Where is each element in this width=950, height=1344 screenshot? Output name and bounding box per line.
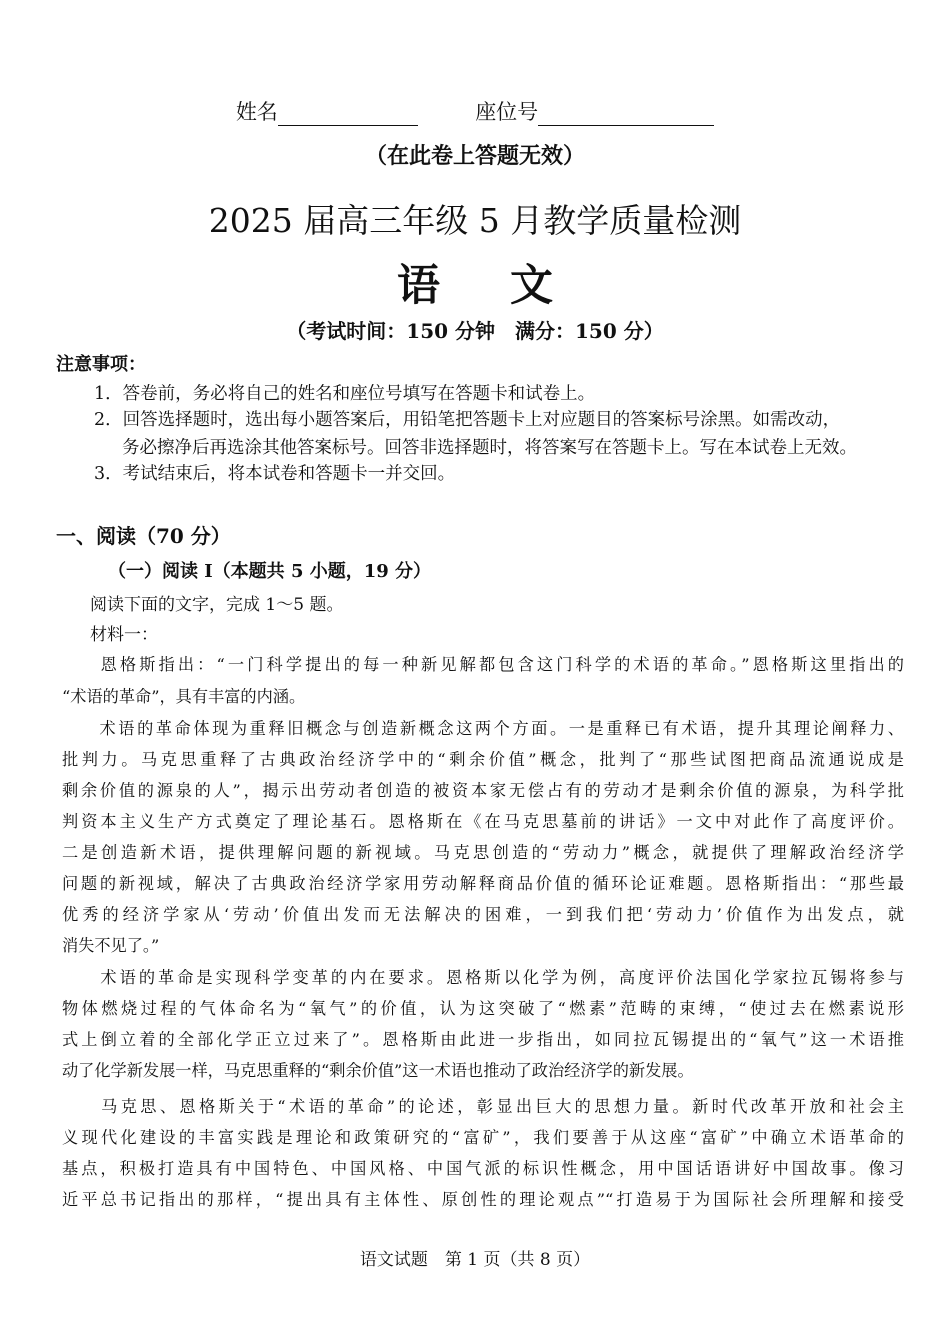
- subsection-title: （一）阅读 I（本题共 5 小题，19 分）: [108, 561, 432, 582]
- body-line: 近平总书记指出的那样，“提出具有主体性、原创性的理论观点”“打造易于为国际社会所理解和接受: [62, 1190, 904, 1209]
- body-line: 问题的新视域，解决了古典政治经济学家用劳动解释商品价值的循环论证难题。恩格斯指出：“那些最: [62, 874, 904, 893]
- section-title: 一、阅读（70 分）: [56, 524, 231, 548]
- invalid-answer-notice: （在此卷上答题无效）: [364, 143, 585, 169]
- body-line: 批判力。马克思重释了古典政治经济学中的“剩余价值”概念，批判了“那些试图把商品流通说成是: [62, 750, 904, 769]
- seat-field[interactable]: [538, 105, 714, 126]
- body-line: 恩格斯指出：“一门科学提出的每一种新见解都包含这门科学的术语的革命。”恩格斯这里指出的: [62, 655, 904, 674]
- body-line: 术语的革命是实现科学变革的内在要求。恩格斯以化学为例，高度评价法国化学家拉瓦锡将参与: [62, 968, 904, 987]
- subject-title: 语文: [397, 261, 623, 311]
- exam-timing: （考试时间：150 分钟 满分：150 分）: [286, 319, 664, 343]
- name-label: 姓名: [235, 100, 278, 124]
- body-line: 剩余价值的源泉的人”，揭示出劳动者创造的被资本家无偿占有的劳动才是剩余价值的源泉，为科学批: [62, 781, 904, 800]
- body-line: 判资本主义生产方式奠定了理论基石。恩格斯在《在马克思墓前的讲话》一文中对此作了高度评价。: [62, 812, 904, 831]
- caution-item-2-cont: 务必擦净后再选涂其他答案标号。回答非选择题时，将答案写在答题卡上。写在本试卷上无效。: [122, 438, 857, 458]
- instruction: 阅读下面的文字，完成 1～5 题。: [90, 595, 344, 615]
- caution-heading: 注意事项：: [56, 354, 146, 375]
- name-field[interactable]: [278, 105, 418, 126]
- body-line: “术语的革命”，具有丰富的内涵。: [62, 687, 306, 706]
- body-line: 术语的革命体现为重释旧概念与创造新概念这两个方面。一是重释已有术语，提升其理论阐释力、: [62, 719, 904, 738]
- body-line: 物体燃烧过程的气体命名为“氧气”的价值，认为这突破了“燃素”范畴的束缚，“使过去在燃素说形: [62, 999, 904, 1018]
- body-line: 动了化学新发展一样，马克思重释的“剩余价值”这一术语也推动了政治经济学的新发展。: [62, 1061, 694, 1080]
- body-line: 优秀的经济学家从‘劳动’价值出发而无法解决的困难，一到我们把‘劳动力’价值作为出发点，就: [62, 905, 904, 924]
- body-line: 基点，积极打造具有中国特色、中国风格、中国气派的标识性概念，用中国话语讲好中国故事。像习: [62, 1159, 904, 1178]
- body-line: 二是创造新术语，提供理解问题的新视域。马克思创造的“劳动力”概念，就提供了理解政治经济学: [62, 843, 904, 862]
- body-line: 义现代化建设的丰富实践是理论和政策研究的“富矿”，我们要善于从这座“富矿”中确立术语革命的: [62, 1128, 904, 1147]
- body-line: 消失不见了。”: [62, 936, 160, 955]
- page-footer: 语文试题 第 1 页（共 8 页）: [359, 1250, 591, 1270]
- seat-label: 座位号: [475, 100, 539, 124]
- material-label: 材料一：: [90, 625, 158, 645]
- caution-item-1: 1．答卷前，务必将自己的姓名和座位号填写在答题卡和试卷上。: [94, 384, 596, 404]
- caution-item-2: 2．回答选择题时，选出每小题答案后，用铅笔把答题卡上对应题目的答案标号涂黑。如需改动，: [94, 410, 841, 430]
- body-line: 式上倒立着的全部化学正立过来了”。恩格斯由此进一步指出，如同拉瓦锡提出的“氧气”这一术语推: [62, 1030, 904, 1049]
- exam-title: 2025 届高三年级 5 月教学质量检测: [208, 201, 742, 240]
- body-line: 马克思、恩格斯关于“术语的革命”的论述，彰显出巨大的思想力量。新时代改革开放和社会主: [62, 1097, 904, 1116]
- exam-header-fields: [0, 96, 950, 126]
- caution-item-3: 3．考试结束后，将本试卷和答题卡一并交回。: [94, 464, 456, 484]
